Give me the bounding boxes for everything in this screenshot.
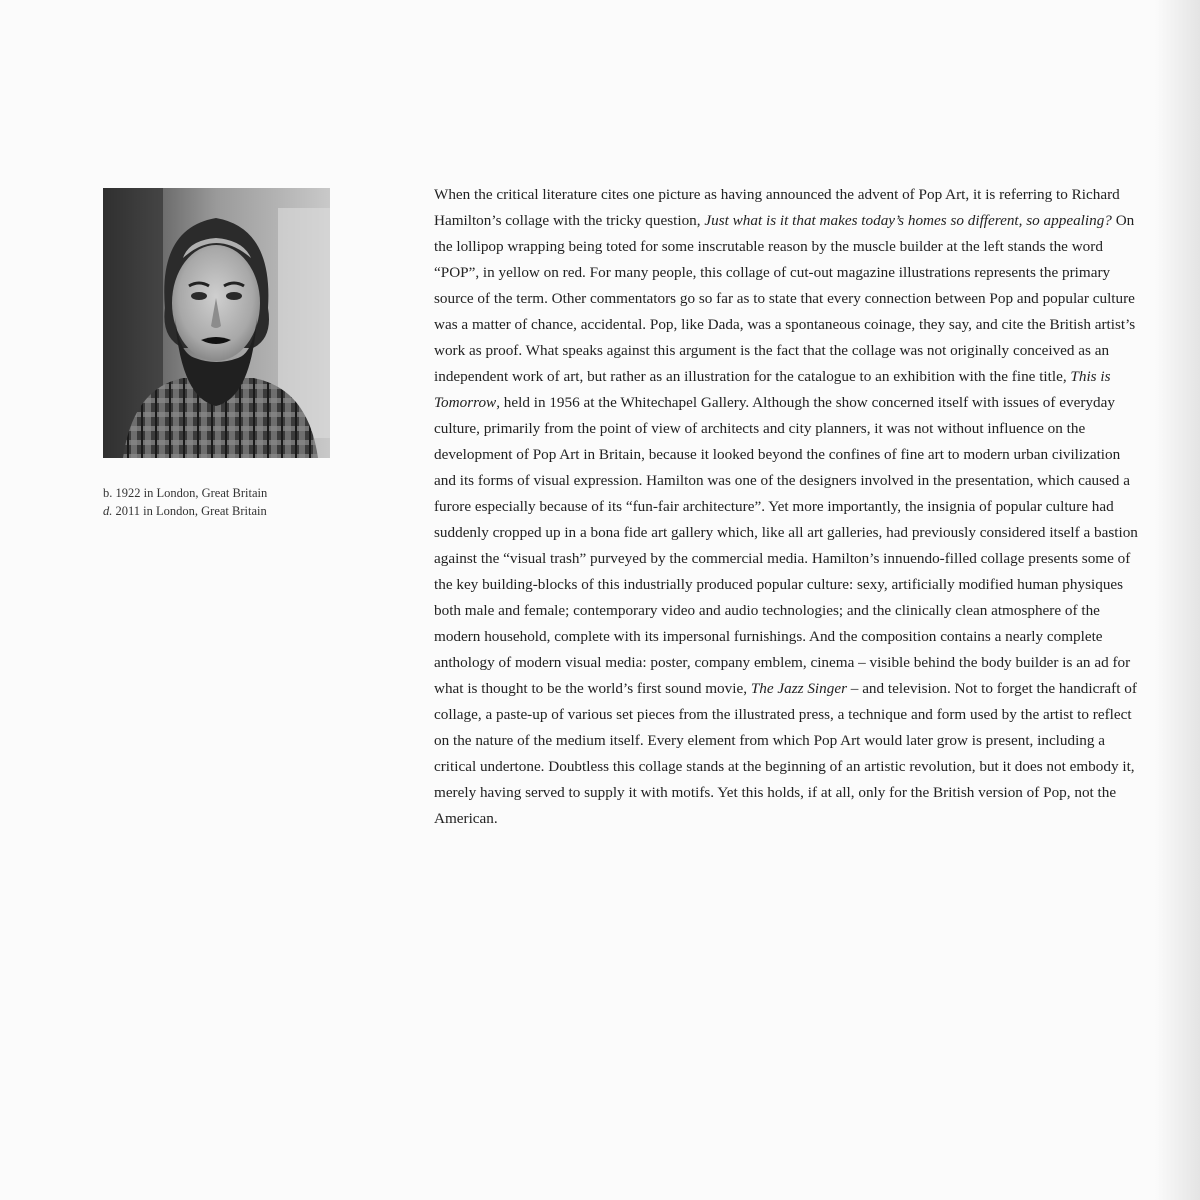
movie-title: The Jazz Singer xyxy=(750,680,847,697)
death-text: 2011 in London, Great Britain xyxy=(115,504,267,518)
cropped-heading xyxy=(440,0,840,6)
essay-sentence-3: , held in 1956 at the Whitechapel Gallery. Although the show concerned itself with issues of everyday culture, primarily from the point of view of architects and city planners, it was not without influence on the development of Pop Art in Britain, because it looked beyond the confines of fine art to modern urban civilization and its forms of visual expression. Hamilton was one of the designers involved in the presentation, which caused a furore especially because of its “fun-fair architecture”. Yet more importantly, the insignia of popular culture had suddenly cropped up in a bona fide art gallery which, like all art galleries, had previously considered itself a bastion against the “visual trash” purveyed by the commercial media. Hamilton’s innuendo-filled collage presents some of the key building-blocks of this industrially produced popular culture: sexy, artificially modified human physiques both male and female; contemporary video and audio technologies; and the clinically clean atmosphere of the modern household, complete with its impersonal furnishings. And the composition contains a nearly complete anthology of modern visual media: poster, company emblem, cinema – visible behind the body builder is an ad for what is thought to be the world’s first sound movie, xyxy=(434,394,1138,697)
essay-paragraph xyxy=(434,182,1142,832)
exhibition-title: This is Tomorrow xyxy=(434,368,1111,411)
essay-sentence-1: When the critical literature cites one picture as having announced the advent of Pop Art, it is referring to Richard Hamilton’s collage with the tricky question, xyxy=(434,186,1120,229)
essay-sentence-2: On the lollipop wrapping being toted for some inscrutable reason by the muscle builder at the left stands the word “POP”, in yellow on red. For many people, this collage of cut-out magazine illustrations represents the primary source of the term. Other commentators go so far as to state that every connection between Pop and popular culture was a matter of chance, accidental. Pop, like Dada, was a spontaneous coinage, they say, and cite the British artist’s work as proof. What speaks against this argument is the fact that the collage was not originally conceived as an independent work of art, but rather as an illustration for the catalogue to an exhibition with the fine title, xyxy=(434,212,1136,385)
collage-title: Just what is it that makes today’s homes so different, so appealing? xyxy=(704,212,1112,229)
artist-portrait-photo xyxy=(103,188,330,458)
essay-body-text xyxy=(434,182,1142,832)
birth-line: b. 1922 in London, Great Britain xyxy=(103,486,268,500)
artist-life-dates-caption xyxy=(103,484,363,520)
essay-sentence-4: – and television. Not to forget the handicraft of collage, a paste-up of various set pieces from the illustrated press, a technique and form used by the artist to reflect on the nature of the medium itself. Every element from which Pop Art would later grow is present, including a critical undertone. Doubtless this collage stands at the beginning of an artistic revolution, but it does not embody it, merely having served to supply it with motifs. Yet this holds, if at all, only for the British version of Pop, not the American. xyxy=(434,680,1137,827)
death-marker: d. xyxy=(103,504,113,518)
death-line xyxy=(103,502,363,520)
page-edge-shadow xyxy=(1155,0,1200,1200)
